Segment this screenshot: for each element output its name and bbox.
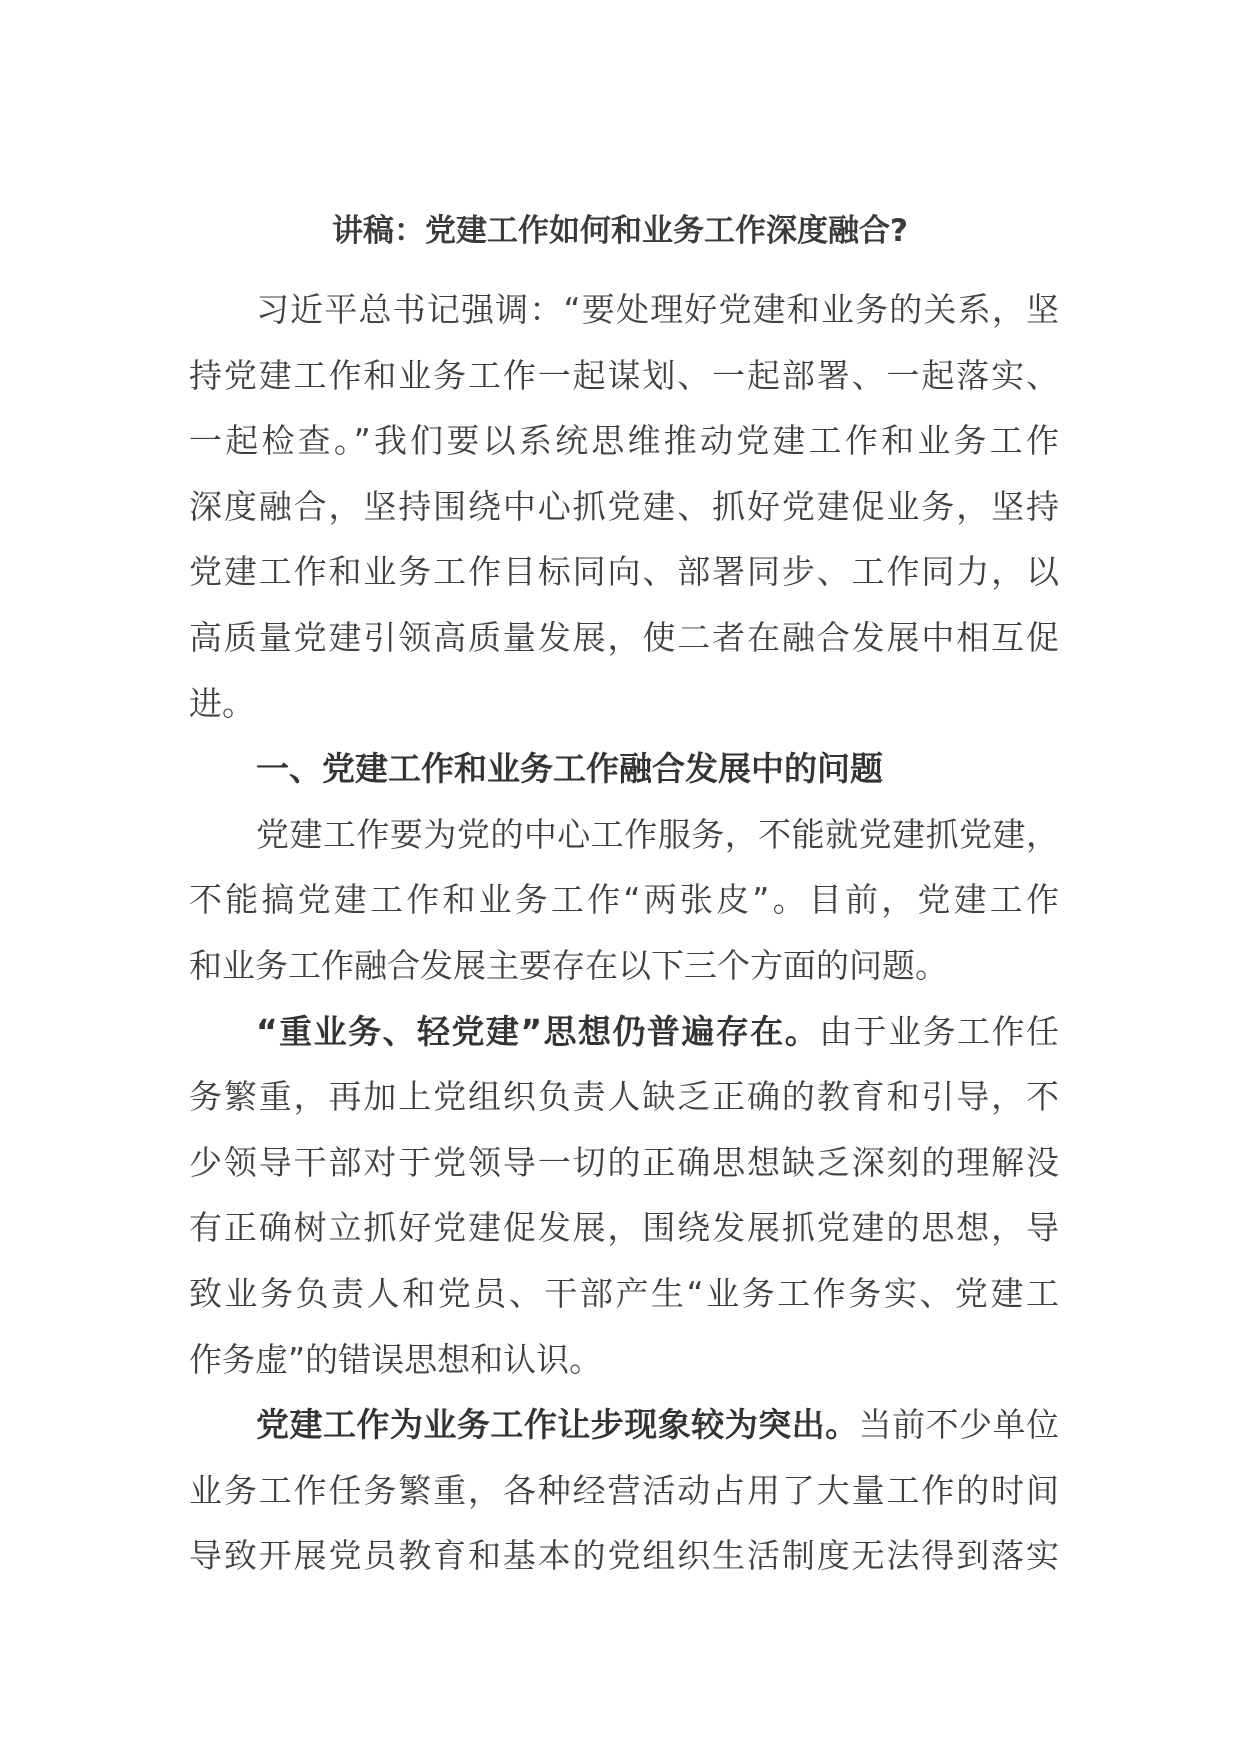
text-line: 持党建工作和业务工作一起谋划、一起部署、一起落实、 — [189, 355, 1059, 395]
text-line: 高质量党建引领高质量发展，使二者在融合发展中相互促 — [189, 617, 1059, 657]
text-line: 党建工作要为党的中心工作服务，不能就党建抓党建， — [256, 814, 1059, 854]
paragraph-problems-intro — [189, 802, 1059, 999]
paragraph-problem-1 — [189, 999, 1059, 1393]
paragraph-problem-2 — [189, 1392, 1059, 1589]
text-line: 和业务工作融合发展主要存在以下三个方面的问题。 — [189, 945, 948, 985]
text-line: 务繁重，再加上党组织负责人缺乏正确的教育和引导，不 — [189, 1077, 1059, 1117]
text-line: 一起检查。”我们要以系统思维推动党建工作和业务工作 — [189, 421, 1059, 461]
text-run: 当前不少单位 — [858, 1405, 1060, 1445]
section-heading — [189, 736, 1059, 802]
text-run: 由于业务工作任 — [819, 1011, 1059, 1051]
text-line: 少领导干部对于党领导一切的正确思想缺乏深刻的理解没 — [189, 1142, 1059, 1182]
text-line: 作务虚”的错误思想和认识。 — [189, 1339, 603, 1379]
text-line: 党建工作和业务工作目标同向、部署同步、工作同力，以 — [189, 552, 1059, 592]
section-heading-text: 一、党建工作和业务工作融合发展中的问题 — [256, 749, 883, 789]
bold-lead: “重业务、轻党建”思想仍普遍存在。 — [256, 1011, 820, 1051]
bold-lead: 党建工作为业务工作让步现象较为突出。 — [256, 1405, 859, 1445]
text-line: 深度融合，坚持围绕中心抓党建、抓好党建促业务，坚持 — [189, 486, 1059, 526]
document-body — [189, 277, 1059, 1589]
text-line — [189, 999, 1059, 1065]
paragraph-intro — [189, 277, 1059, 736]
text-line: 不能搞党建工作和业务工作“两张皮”。目前，党建工作 — [189, 880, 1059, 920]
text-line: 致业务负责人和党员、干部产生“业务工作务实、党建工 — [189, 1273, 1059, 1313]
document-title: 讲稿：党建工作如何和业务工作深度融合? — [332, 213, 908, 249]
text-line: 有正确树立抓好党建促发展，围绕发展抓党建的思想，导 — [189, 1208, 1059, 1248]
text-line — [189, 1392, 1059, 1458]
text-line: 导致开展党员教育和基本的党组织生活制度无法得到落实 — [189, 1536, 1059, 1576]
text-line: 习近平总书记强调：“要处理好党建和业务的关系，坚 — [256, 290, 1059, 329]
text-line: 进。 — [189, 683, 255, 723]
text-line: 业务工作任务繁重，各种经营活动占用了大量工作的时间 — [189, 1470, 1059, 1510]
